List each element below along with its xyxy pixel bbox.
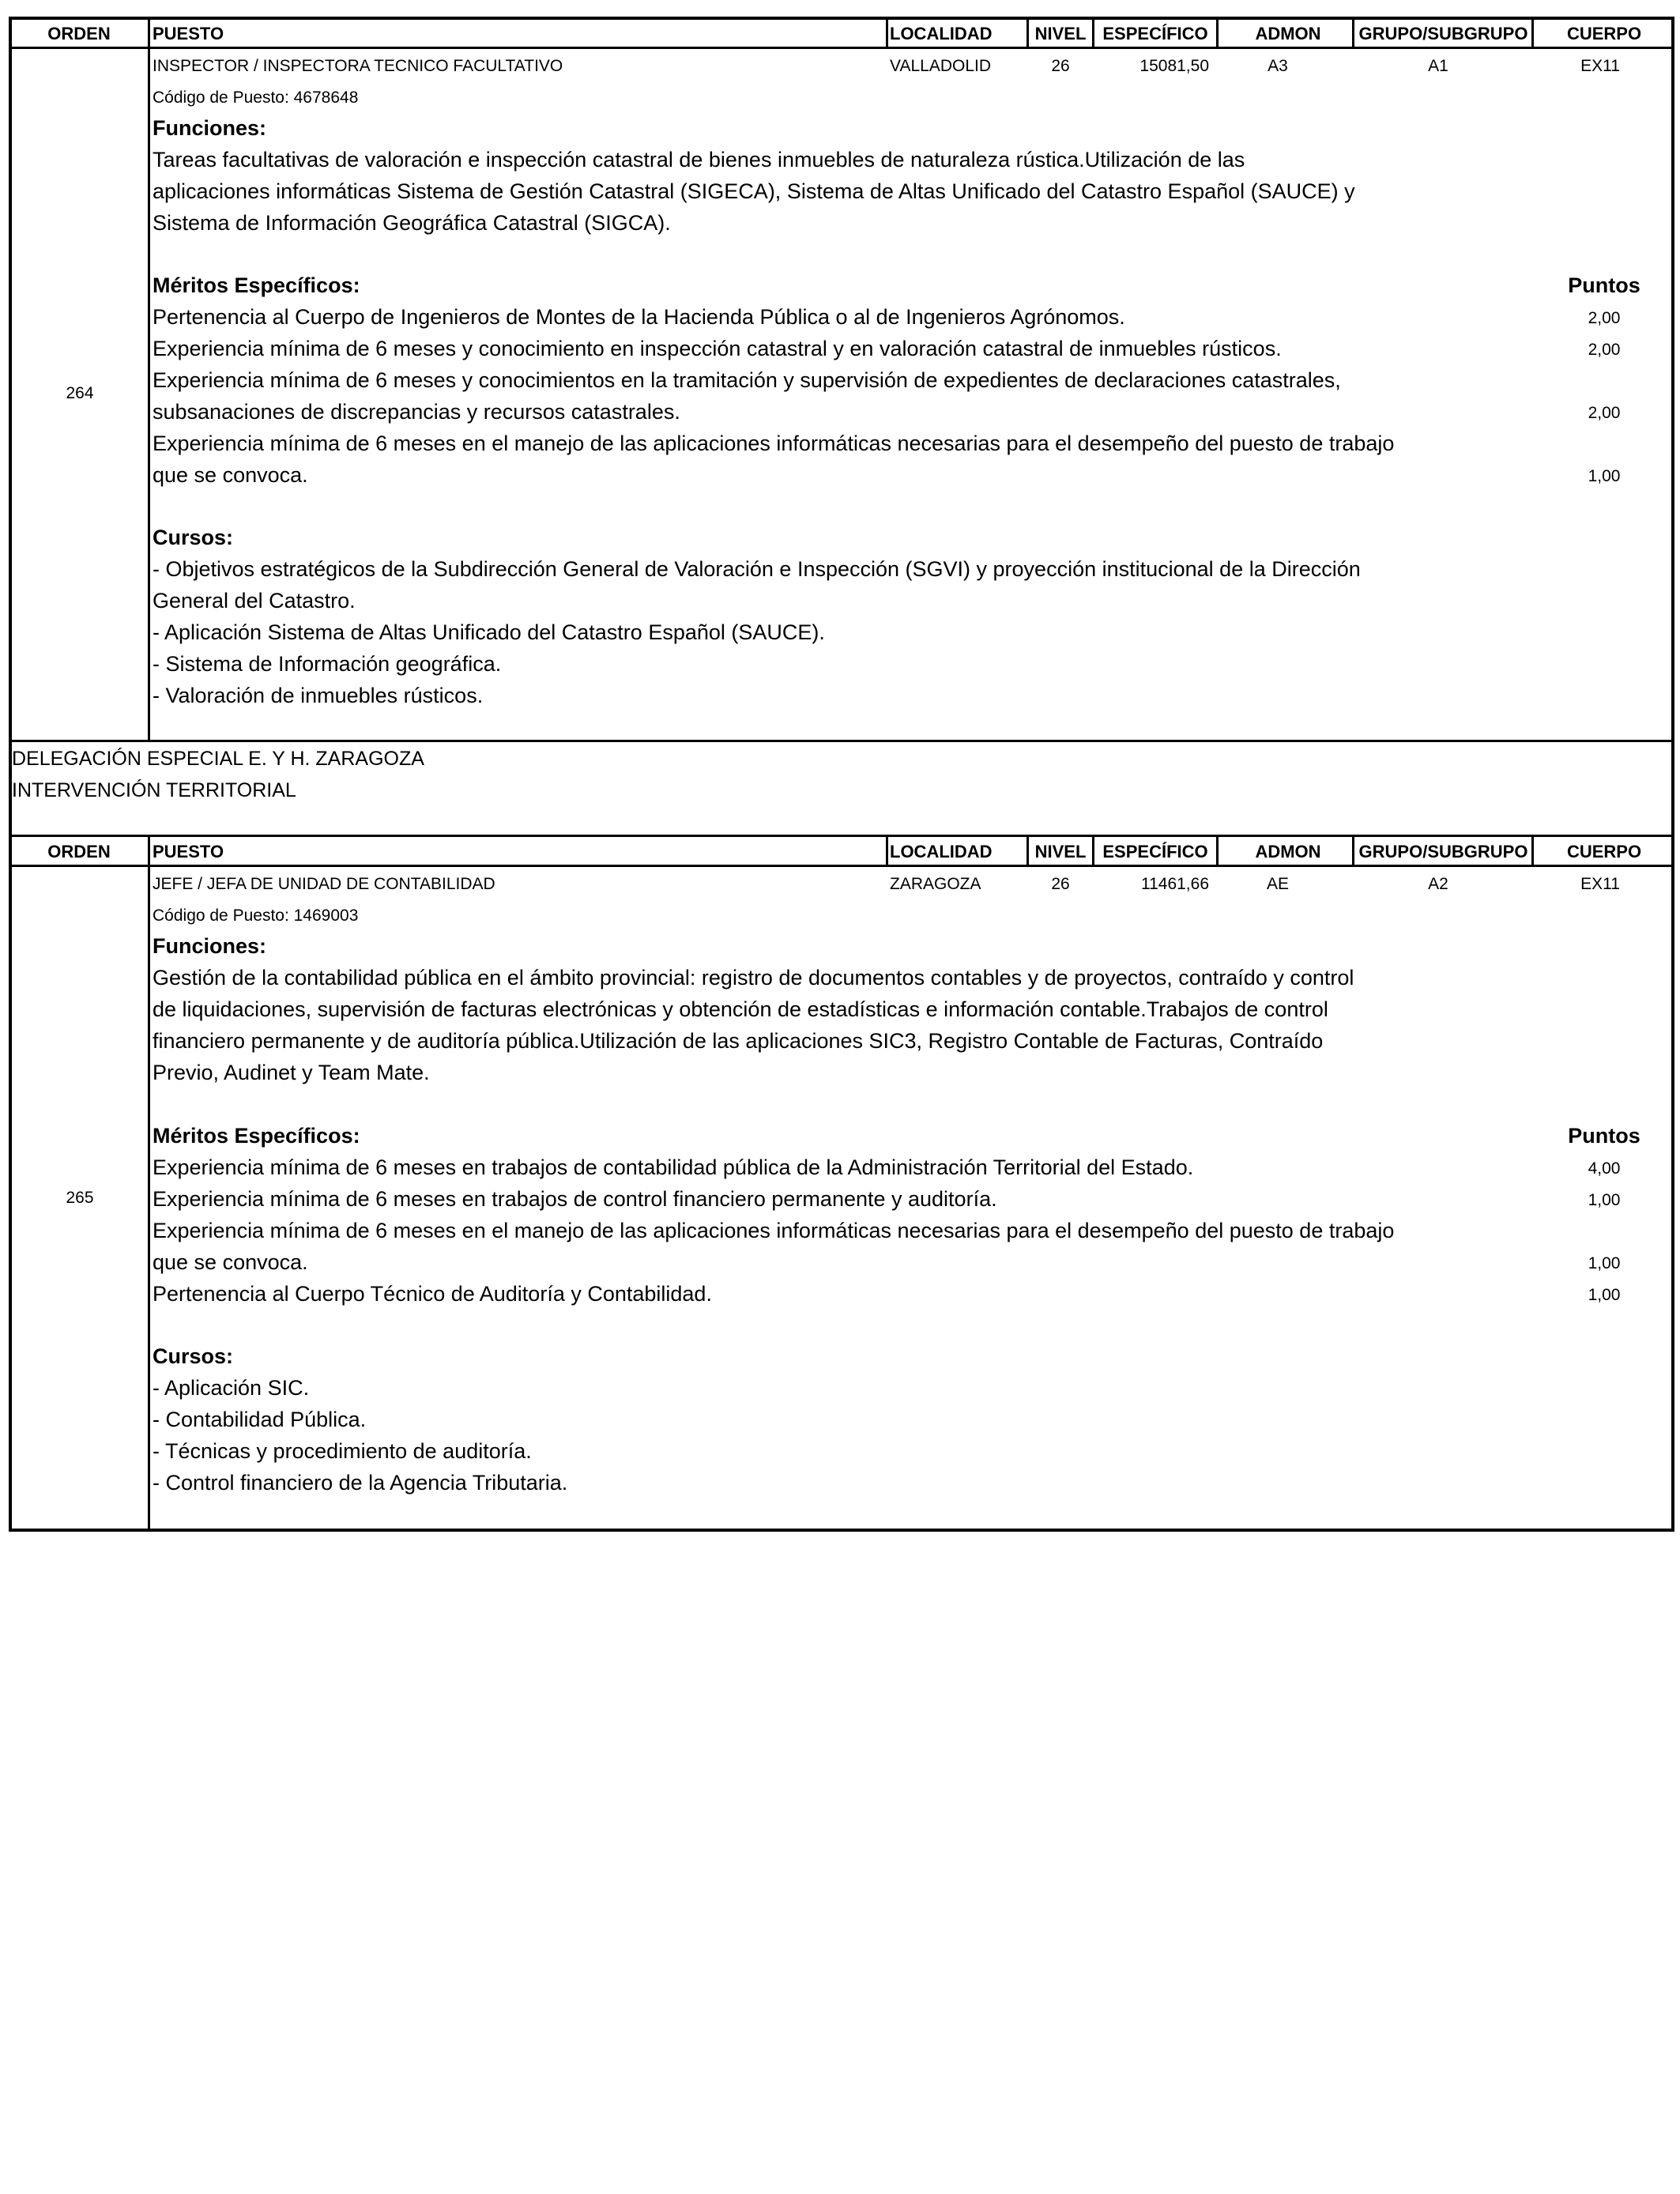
- header-localidad: LOCALIDAD: [890, 842, 993, 861]
- meritos-heading: Méritos Específicos:: [153, 1124, 360, 1148]
- funciones-line: financiero permanente y de auditoría pública.Utilización de las aplicaciones SIC3, Registro Contable de Facturas, Contraído: [153, 1029, 1324, 1053]
- merito-line: Experiencia mínima de 6 meses en trabajos de contabilidad pública de la Administración Territorial del Estado.: [153, 1155, 1194, 1179]
- funciones-line: aplicaciones informáticas Sistema de Gestión Catastral (SIGECA), Sistema de Altas Unificado del Catastro Español (SAUCE) y: [153, 179, 1355, 203]
- puntos-heading: Puntos: [1568, 273, 1640, 297]
- localidad-value: ZARAGOZA: [890, 875, 981, 893]
- puntos-value: 2,00: [1588, 309, 1621, 327]
- section-delegacion: DELEGACIÓN ESPECIAL E. Y H. ZARAGOZA: [12, 748, 424, 770]
- grupo-value: A1: [1428, 57, 1448, 75]
- curso-line: - Aplicación Sistema de Altas Unificado del Catastro Español (SAUCE).: [153, 620, 825, 644]
- puntos-heading: Puntos: [1568, 1124, 1640, 1148]
- especifico-value: 15081,50: [1139, 57, 1209, 75]
- merito-line: Experiencia mínima de 6 meses en el manejo de las aplicaciones informáticas necesarias para el desempeño del puesto de trabajo: [153, 432, 1395, 455]
- meritos-heading: Méritos Específicos:: [153, 273, 360, 297]
- curso-line: - Contabilidad Pública.: [153, 1408, 367, 1431]
- header-puesto: PUESTO: [153, 842, 224, 861]
- header-localidad: LOCALIDAD: [890, 24, 993, 43]
- nivel-value: 26: [1051, 57, 1070, 75]
- admon-value: A3: [1268, 57, 1288, 75]
- nivel-value: 26: [1051, 875, 1070, 893]
- orden-number: 265: [66, 1189, 94, 1207]
- cursos-heading: Cursos:: [153, 1344, 234, 1368]
- merito-line: Experiencia mínima de 6 meses en el manejo de las aplicaciones informáticas necesarias para el desempeño del puesto de trabajo: [153, 1219, 1395, 1242]
- header-orden: ORDEN: [47, 842, 111, 861]
- cursos-heading: Cursos:: [153, 526, 234, 549]
- header-puesto: PUESTO: [153, 24, 224, 43]
- column-divider: [148, 47, 150, 741]
- curso-line: - Aplicación SIC.: [153, 1376, 310, 1400]
- funciones-line: Previo, Audinet y Team Mate.: [153, 1061, 430, 1084]
- funciones-heading: Funciones:: [153, 934, 267, 958]
- merito-line: que se convoca.: [153, 463, 308, 487]
- merito-line: Pertenencia al Cuerpo de Ingenieros de Montes de la Hacienda Pública o al de Ingenieros Agrónomos.: [153, 305, 1125, 329]
- header-cuerpo: CUERPO: [1566, 24, 1642, 43]
- row-separator: [9, 740, 1674, 742]
- header-orden: ORDEN: [47, 24, 111, 43]
- header-cuerpo: CUERPO: [1566, 842, 1642, 861]
- header-admon: ADMON: [1255, 24, 1321, 43]
- merito-line: subsanaciones de discrepancias y recursos catastrales.: [153, 400, 680, 424]
- admon-value: AE: [1266, 875, 1289, 893]
- column-divider: [148, 865, 150, 1530]
- puntos-value: 4,00: [1588, 1159, 1621, 1178]
- merito-line: Experiencia mínima de 6 meses y conocimientos en la tramitación y supervisión de expedientes de declaraciones catastrales,: [153, 368, 1341, 392]
- puesto-title: INSPECTOR / INSPECTORA TECNICO FACULTATIVO: [153, 57, 563, 75]
- header-grupo: GRUPO/SUBGRUPO: [1358, 24, 1528, 43]
- funciones-line: Gestión de la contabilidad pública en el ámbito provincial: registro de documentos contables y de proyectos, contraído y control: [153, 966, 1354, 990]
- funciones-line: Sistema de Información Geográfica Catastral (SIGCA).: [153, 211, 671, 235]
- merito-line: Experiencia mínima de 6 meses en trabajos de control financiero permanente y auditoría.: [153, 1187, 997, 1211]
- header-admon: ADMON: [1255, 842, 1321, 861]
- table-header-row: [9, 835, 1674, 867]
- header-nivel: NIVEL: [1034, 24, 1087, 43]
- puntos-value: 1,00: [1588, 1286, 1621, 1304]
- header-especifico: ESPECÍFICO: [1102, 842, 1208, 861]
- localidad-value: VALLADOLID: [890, 57, 991, 75]
- merito-line: que se convoca.: [153, 1250, 308, 1274]
- header-grupo: GRUPO/SUBGRUPO: [1358, 842, 1528, 861]
- cuerpo-value: EX11: [1580, 875, 1620, 893]
- puesto-title: JEFE / JEFA DE UNIDAD DE CONTABILIDAD: [153, 875, 495, 893]
- curso-line: - Control financiero de la Agencia Tributaria.: [153, 1471, 568, 1495]
- curso-line: - Valoración de inmuebles rústicos.: [153, 684, 484, 707]
- cuerpo-value: EX11: [1580, 57, 1620, 75]
- especifico-value: 11461,66: [1140, 875, 1209, 893]
- merito-line: Experiencia mínima de 6 meses y conocimiento en inspección catastral y en valoración catastral de inmuebles rústicos.: [153, 337, 1282, 360]
- merito-line: Pertenencia al Cuerpo Técnico de Auditoría y Contabilidad.: [153, 1282, 712, 1306]
- table-header-row: [9, 17, 1674, 49]
- funciones-line: de liquidaciones, supervisión de facturas electrónicas y obtención de estadísticas e información contable.Trabajos de control: [153, 997, 1328, 1021]
- header-nivel: NIVEL: [1034, 842, 1087, 861]
- puntos-value: 2,00: [1588, 404, 1621, 422]
- section-intervencion: INTERVENCIÓN TERRITORIAL: [12, 779, 296, 801]
- grupo-value: A2: [1428, 875, 1448, 893]
- curso-line: - Técnicas y procedimiento de auditoría.: [153, 1439, 532, 1463]
- funciones-line: Tareas facultativas de valoración e inspección catastral de bienes inmuebles de naturaleza rústica.Utilización de las: [153, 148, 1245, 172]
- puntos-value: 1,00: [1588, 467, 1621, 485]
- header-especifico: ESPECÍFICO: [1102, 24, 1208, 43]
- funciones-heading: Funciones:: [153, 116, 267, 140]
- puntos-value: 1,00: [1588, 1191, 1621, 1209]
- codigo-puesto: Código de Puesto: 1469003: [153, 907, 359, 925]
- puntos-value: 1,00: [1588, 1254, 1621, 1272]
- orden-number: 264: [66, 384, 94, 402]
- curso-line: - Objetivos estratégicos de la Subdirección General de Valoración e Inspección (SGVI) y proyección institucional de la Dirección: [153, 557, 1361, 581]
- puntos-value: 2,00: [1588, 341, 1621, 359]
- curso-line: - Sistema de Información geográfica.: [153, 652, 502, 676]
- curso-line: General del Catastro.: [153, 589, 356, 613]
- codigo-puesto: Código de Puesto: 4678648: [153, 89, 359, 107]
